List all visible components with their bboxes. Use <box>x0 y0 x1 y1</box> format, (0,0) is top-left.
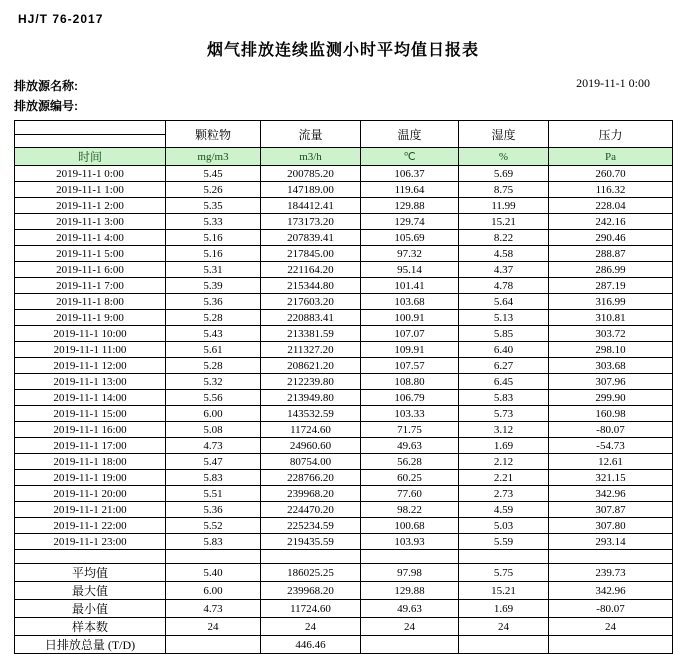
unit-header: m3/h <box>261 148 361 166</box>
pollutant-header: 湿度 <box>459 121 549 148</box>
value-cell: 5.83 <box>166 470 261 486</box>
table-row <box>15 214 673 230</box>
summary-row <box>15 618 673 636</box>
value-cell: 97.32 <box>361 246 459 262</box>
time-header: 时间 <box>15 148 166 166</box>
table-row <box>15 246 673 262</box>
value-cell: 6.45 <box>459 374 549 390</box>
time-cell: 2019-11-1 2:00 <box>15 198 166 214</box>
value-cell: 56.28 <box>361 454 459 470</box>
table-row <box>15 166 673 182</box>
value-cell: 24 <box>459 618 549 636</box>
value-cell: 5.16 <box>166 230 261 246</box>
time-cell: 2019-11-1 10:00 <box>15 326 166 342</box>
value-cell: 5.08 <box>166 422 261 438</box>
value-cell: 6.00 <box>166 406 261 422</box>
time-cell: 2019-11-1 7:00 <box>15 278 166 294</box>
value-cell: 208621.20 <box>261 358 361 374</box>
value-cell: 80754.00 <box>261 454 361 470</box>
value-cell: 342.96 <box>549 582 673 600</box>
time-cell: 2019-11-1 6:00 <box>15 262 166 278</box>
summary-row <box>15 600 673 618</box>
value-cell: 24 <box>261 618 361 636</box>
value-cell: 147189.00 <box>261 182 361 198</box>
value-cell: 11.99 <box>459 198 549 214</box>
value-cell <box>459 636 549 654</box>
value-cell: 303.72 <box>549 326 673 342</box>
value-cell: 217603.20 <box>261 294 361 310</box>
value-cell: 2.21 <box>459 470 549 486</box>
value-cell: 15.21 <box>459 582 549 600</box>
value-cell: 5.36 <box>166 502 261 518</box>
value-cell: 342.96 <box>549 486 673 502</box>
value-cell: 5.85 <box>459 326 549 342</box>
value-cell: 5.64 <box>459 294 549 310</box>
value-cell: 5.28 <box>166 358 261 374</box>
unit-header: mg/m3 <box>166 148 261 166</box>
value-cell: 321.15 <box>549 470 673 486</box>
value-cell: 6.40 <box>459 342 549 358</box>
value-cell: 173173.20 <box>261 214 361 230</box>
value-cell: -80.07 <box>549 422 673 438</box>
value-cell <box>549 636 673 654</box>
pollutant-header: 温度 <box>361 121 459 148</box>
value-cell: 207839.41 <box>261 230 361 246</box>
value-cell: 97.98 <box>361 564 459 582</box>
value-cell: 5.43 <box>166 326 261 342</box>
value-cell: 11724.60 <box>261 422 361 438</box>
value-cell: 77.60 <box>361 486 459 502</box>
value-cell: 211327.20 <box>261 342 361 358</box>
value-cell: 49.63 <box>361 600 459 618</box>
time-cell: 2019-11-1 3:00 <box>15 214 166 230</box>
value-cell: 298.10 <box>549 342 673 358</box>
value-cell: 5.28 <box>166 310 261 326</box>
time-cell: 2019-11-1 12:00 <box>15 358 166 374</box>
source-code-label: 排放源编号: <box>14 99 78 113</box>
time-cell: 2019-11-1 19:00 <box>15 470 166 486</box>
summary-row <box>15 582 673 600</box>
value-cell: 5.75 <box>459 564 549 582</box>
table-row <box>15 406 673 422</box>
table-row <box>15 278 673 294</box>
value-cell: 310.81 <box>549 310 673 326</box>
table-row <box>15 438 673 454</box>
value-cell: 228766.20 <box>261 470 361 486</box>
time-cell: 2019-11-1 23:00 <box>15 534 166 550</box>
value-cell: 5.83 <box>166 534 261 550</box>
table-row <box>15 422 673 438</box>
unit-header: ℃ <box>361 148 459 166</box>
value-cell <box>361 636 459 654</box>
spacer-cell <box>166 550 261 564</box>
value-cell: 60.25 <box>361 470 459 486</box>
report-datetime: 2019-11-1 0:00 <box>576 76 650 90</box>
summary-body <box>15 564 673 654</box>
value-cell: 186025.25 <box>261 564 361 582</box>
table-row <box>15 342 673 358</box>
value-cell: 24 <box>549 618 673 636</box>
table-row <box>15 198 673 214</box>
corner-cell-top <box>15 121 166 135</box>
table-row <box>15 518 673 534</box>
value-cell: 106.37 <box>361 166 459 182</box>
value-cell: 446.46 <box>261 636 361 654</box>
table-row <box>15 294 673 310</box>
value-cell: 5.73 <box>459 406 549 422</box>
summary-row <box>15 636 673 654</box>
value-cell: 224470.20 <box>261 502 361 518</box>
value-cell: 103.33 <box>361 406 459 422</box>
value-cell: 5.45 <box>166 166 261 182</box>
value-cell: 5.52 <box>166 518 261 534</box>
value-cell: 4.37 <box>459 262 549 278</box>
time-cell: 2019-11-1 22:00 <box>15 518 166 534</box>
time-cell: 2019-11-1 9:00 <box>15 310 166 326</box>
unit-header-row <box>15 148 673 166</box>
value-cell: 5.69 <box>459 166 549 182</box>
value-cell: 49.63 <box>361 438 459 454</box>
value-cell: 5.39 <box>166 278 261 294</box>
value-cell: 160.98 <box>549 406 673 422</box>
value-cell: 286.99 <box>549 262 673 278</box>
table-row <box>15 534 673 550</box>
value-cell: 5.31 <box>166 262 261 278</box>
value-cell: 221164.20 <box>261 262 361 278</box>
table-row <box>15 470 673 486</box>
value-cell: 5.51 <box>166 486 261 502</box>
value-cell: 239968.20 <box>261 582 361 600</box>
value-cell: 293.14 <box>549 534 673 550</box>
value-cell: 105.69 <box>361 230 459 246</box>
time-cell: 2019-11-1 17:00 <box>15 438 166 454</box>
value-cell: 5.13 <box>459 310 549 326</box>
value-cell: 213381.59 <box>261 326 361 342</box>
value-cell: 5.26 <box>166 182 261 198</box>
table-row <box>15 374 673 390</box>
value-cell: 5.32 <box>166 374 261 390</box>
value-cell: 5.35 <box>166 198 261 214</box>
pollutant-header-row <box>15 121 673 135</box>
page-title: 烟气排放连续监测小时平均值日报表 <box>206 42 479 59</box>
value-cell: 316.99 <box>549 294 673 310</box>
value-cell: 106.79 <box>361 390 459 406</box>
value-cell: 4.58 <box>459 246 549 262</box>
value-cell: 215344.80 <box>261 278 361 294</box>
spacer-row <box>15 550 673 564</box>
table-row <box>15 182 673 198</box>
table-row <box>15 358 673 374</box>
table-body <box>15 166 673 564</box>
time-cell: 2019-11-1 4:00 <box>15 230 166 246</box>
spacer-cell <box>549 550 673 564</box>
value-cell: 5.47 <box>166 454 261 470</box>
value-cell: 228.04 <box>549 198 673 214</box>
summary-label: 样本数 <box>15 618 166 636</box>
pollutant-header: 颗粒物 <box>166 121 261 148</box>
spacer-cell <box>361 550 459 564</box>
value-cell: 71.75 <box>361 422 459 438</box>
value-cell: 143532.59 <box>261 406 361 422</box>
value-cell: 307.96 <box>549 374 673 390</box>
value-cell: 107.57 <box>361 358 459 374</box>
value-cell: 95.14 <box>361 262 459 278</box>
spacer-cell <box>15 550 166 564</box>
value-cell: 5.83 <box>459 390 549 406</box>
unit-header: % <box>459 148 549 166</box>
value-cell: 8.22 <box>459 230 549 246</box>
value-cell: 24 <box>361 618 459 636</box>
value-cell: 129.88 <box>361 198 459 214</box>
value-cell: 100.68 <box>361 518 459 534</box>
value-cell: 24960.60 <box>261 438 361 454</box>
value-cell: 6.00 <box>166 582 261 600</box>
value-cell: 8.75 <box>459 182 549 198</box>
value-cell: 239.73 <box>549 564 673 582</box>
value-cell: 307.87 <box>549 502 673 518</box>
summary-label: 日排放总量 (T/D) <box>15 636 166 654</box>
value-cell: 5.59 <box>459 534 549 550</box>
time-cell: 2019-11-1 15:00 <box>15 406 166 422</box>
value-cell: 287.19 <box>549 278 673 294</box>
value-cell: 6.27 <box>459 358 549 374</box>
time-cell: 2019-11-1 16:00 <box>15 422 166 438</box>
value-cell: 5.16 <box>166 246 261 262</box>
table-row <box>15 486 673 502</box>
value-cell: 103.68 <box>361 294 459 310</box>
table-row <box>15 390 673 406</box>
value-cell: 217845.00 <box>261 246 361 262</box>
value-cell: 212239.80 <box>261 374 361 390</box>
value-cell: 219435.59 <box>261 534 361 550</box>
value-cell: 15.21 <box>459 214 549 230</box>
value-cell: 299.90 <box>549 390 673 406</box>
value-cell: 220883.41 <box>261 310 361 326</box>
time-cell: 2019-11-1 20:00 <box>15 486 166 502</box>
time-cell: 2019-11-1 8:00 <box>15 294 166 310</box>
value-cell: 129.88 <box>361 582 459 600</box>
time-cell: 2019-11-1 21:00 <box>15 502 166 518</box>
value-cell: 11724.60 <box>261 600 361 618</box>
spacer-cell <box>459 550 549 564</box>
value-cell: 100.91 <box>361 310 459 326</box>
value-cell: 129.74 <box>361 214 459 230</box>
value-cell: 4.78 <box>459 278 549 294</box>
corner-cell-bottom <box>15 135 166 148</box>
table-row <box>15 230 673 246</box>
spacer-cell <box>261 550 361 564</box>
summary-label: 最大值 <box>15 582 166 600</box>
value-cell: 101.41 <box>361 278 459 294</box>
value-cell: 108.80 <box>361 374 459 390</box>
value-cell: 5.33 <box>166 214 261 230</box>
unit-header: Pa <box>549 148 673 166</box>
value-cell: 4.73 <box>166 600 261 618</box>
value-cell: 303.68 <box>549 358 673 374</box>
time-cell: 2019-11-1 1:00 <box>15 182 166 198</box>
value-cell: 290.46 <box>549 230 673 246</box>
pollutant-header: 流量 <box>261 121 361 148</box>
value-cell: 5.03 <box>459 518 549 534</box>
value-cell: 200785.20 <box>261 166 361 182</box>
table-row <box>15 262 673 278</box>
table-row <box>15 310 673 326</box>
table-row <box>15 326 673 342</box>
value-cell: 2.12 <box>459 454 549 470</box>
value-cell: 213949.80 <box>261 390 361 406</box>
value-cell: 2.73 <box>459 486 549 502</box>
report-meta <box>14 76 672 116</box>
value-cell: 98.22 <box>361 502 459 518</box>
value-cell: 307.80 <box>549 518 673 534</box>
value-cell: 5.61 <box>166 342 261 358</box>
value-cell: 184412.41 <box>261 198 361 214</box>
value-cell: 4.59 <box>459 502 549 518</box>
value-cell: 109.91 <box>361 342 459 358</box>
value-cell: 239968.20 <box>261 486 361 502</box>
table-head <box>15 121 673 166</box>
value-cell: 116.32 <box>549 182 673 198</box>
value-cell <box>166 636 261 654</box>
value-cell: 5.56 <box>166 390 261 406</box>
value-cell: 260.70 <box>549 166 673 182</box>
time-cell: 2019-11-1 11:00 <box>15 342 166 358</box>
time-cell: 2019-11-1 13:00 <box>15 374 166 390</box>
source-name-label: 排放源名称: <box>14 79 78 93</box>
table-row <box>15 454 673 470</box>
value-cell: 225234.59 <box>261 518 361 534</box>
value-cell: 3.12 <box>459 422 549 438</box>
value-cell: -54.73 <box>549 438 673 454</box>
time-cell: 2019-11-1 18:00 <box>15 454 166 470</box>
value-cell: 5.36 <box>166 294 261 310</box>
value-cell: 1.69 <box>459 600 549 618</box>
value-cell: 12.61 <box>549 454 673 470</box>
pollutant-header: 压力 <box>549 121 673 148</box>
value-cell: 103.93 <box>361 534 459 550</box>
summary-row <box>15 564 673 582</box>
value-cell: 288.87 <box>549 246 673 262</box>
value-cell: 242.16 <box>549 214 673 230</box>
summary-label: 平均值 <box>15 564 166 582</box>
value-cell: 107.07 <box>361 326 459 342</box>
value-cell: -80.07 <box>549 600 673 618</box>
value-cell: 119.64 <box>361 182 459 198</box>
time-cell: 2019-11-1 0:00 <box>15 166 166 182</box>
value-cell: 1.69 <box>459 438 549 454</box>
time-cell: 2019-11-1 5:00 <box>15 246 166 262</box>
value-cell: 24 <box>166 618 261 636</box>
value-cell: 5.40 <box>166 564 261 582</box>
hourly-report-table <box>14 120 673 654</box>
table-row <box>15 502 673 518</box>
summary-label: 最小值 <box>15 600 166 618</box>
time-cell: 2019-11-1 14:00 <box>15 390 166 406</box>
standard-number: HJ/T 76-2017 <box>18 12 104 26</box>
value-cell: 4.73 <box>166 438 261 454</box>
